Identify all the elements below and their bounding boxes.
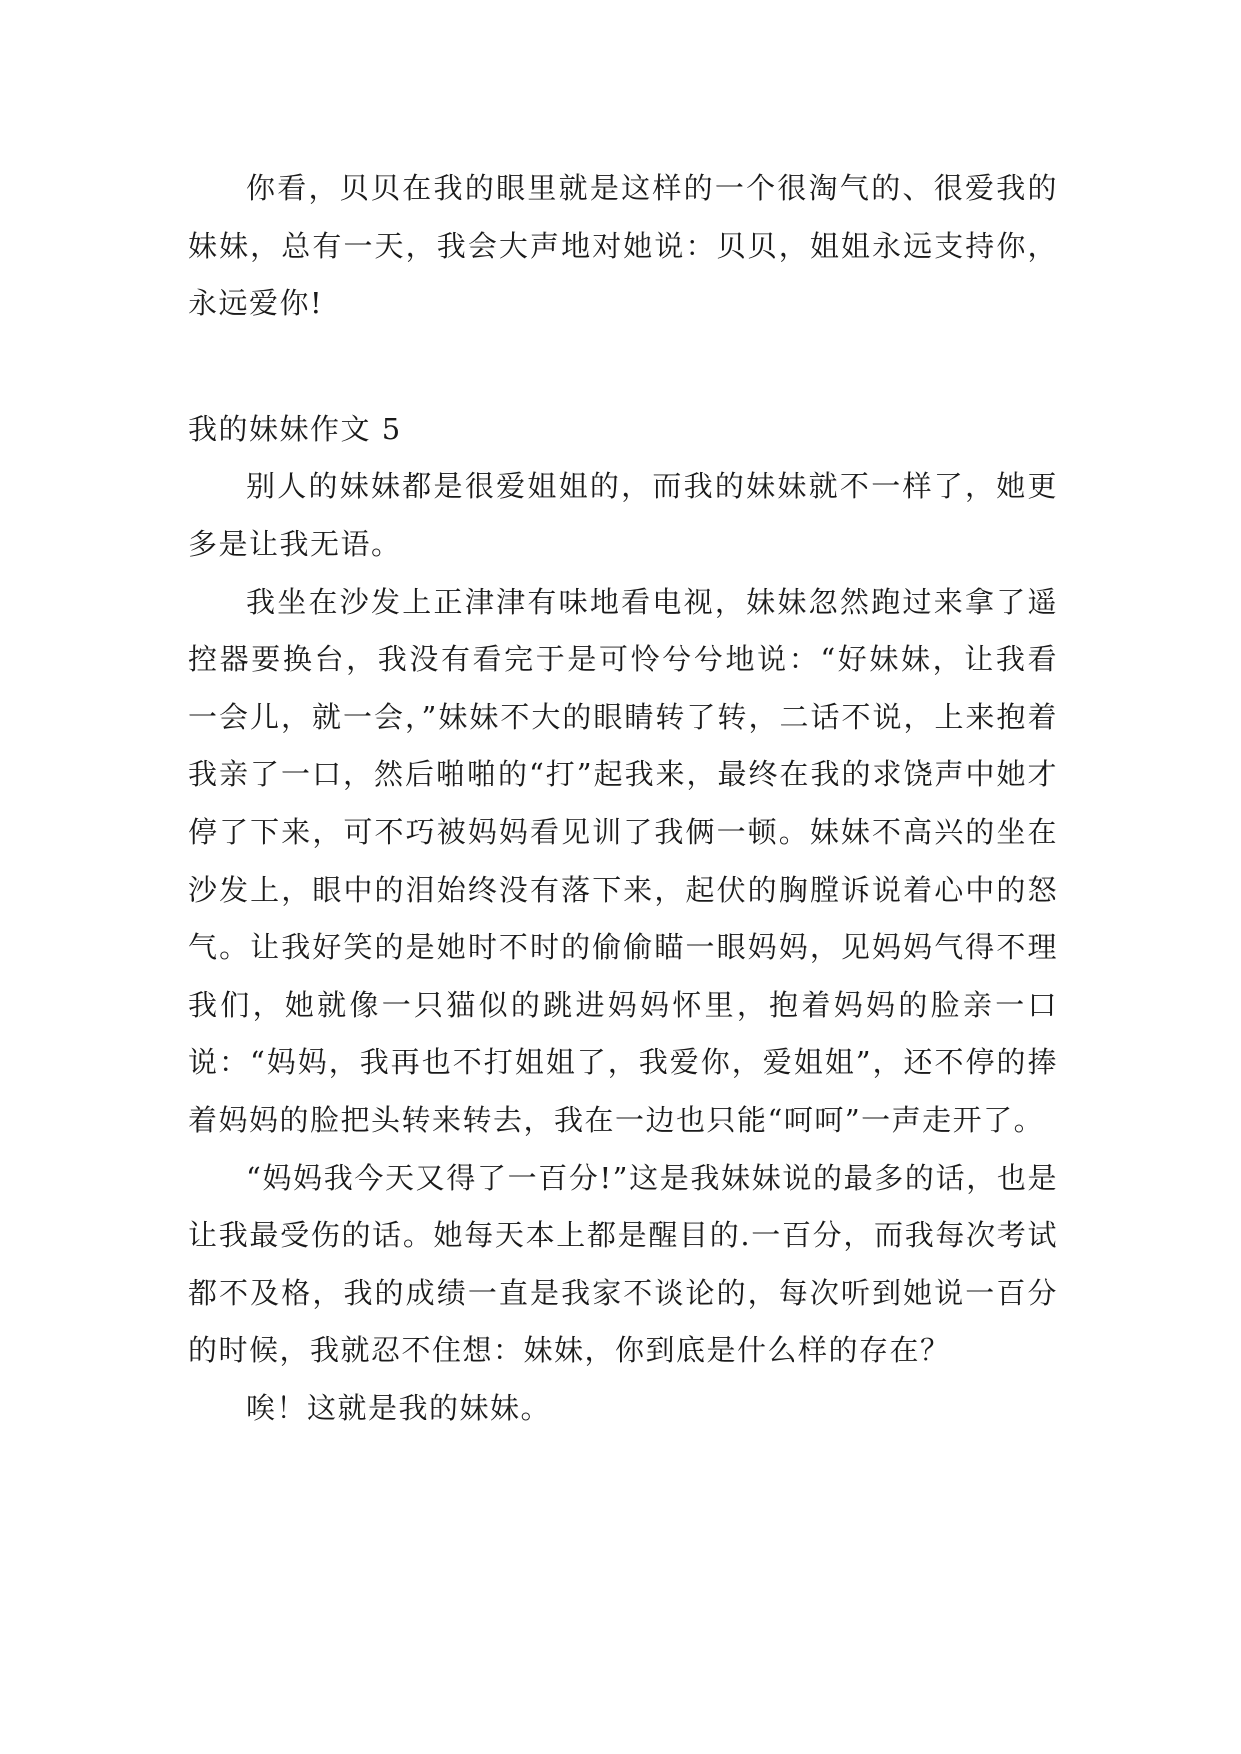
- section-spacer: [188, 333, 1058, 401]
- intro-paragraph: 你看，贝贝在我的眼里就是这样的一个很淘气的、很爱我的妹妹，总有一天，我会大声地对她说：贝贝，姐姐永远支持你，永远爱你!: [188, 171, 1058, 321]
- body-paragraph: 别人的妹妹都是很爱姐姐的，而我的妹妹就不一样了，她更多是让我无语。: [188, 469, 1058, 561]
- section-title: 我的妹妹作文 5: [188, 411, 402, 446]
- document-page: [188, 160, 1058, 1437]
- body-paragraph: 我坐在沙发上正津津有味地看电视，妹妹忽然跑过来拿了遥控器要换台，我没有看完于是可怜兮兮地说：“好妹妹，让我看一会儿，就一会，”妹妹不大的眼睛转了转，二话不说，上来抱着我亲了一口，然后啪啪的“打”起我来，最终在我的求饶声中她才停了下来，可不巧被妈妈看见训了我俩一顿。妹妹不高兴的坐在沙发上，眼中的泪始终没有落下来，起伏的胸膛诉说着心中的怒气。让我好笑的是她时不时的偷偷瞄一眼妈妈，见妈妈气得不理我们，她就像一只猫似的跳进妈妈怀里，抱着妈妈的脸亲一口说：“妈妈，我再也不打姐姐了，我爱你，爱姐姐”，还不停的捧着妈妈的脸把头转来转去，我在一边也只能“呵呵”一声走开了。: [188, 584, 1058, 1137]
- body-paragraph: 唉！这就是我的妹妹。: [246, 1390, 552, 1425]
- body-paragraph: “妈妈我今天又得了一百分!”这是我妹妹说的最多的话，也是让我最受伤的话。她每天本上都是醒目的.一百分，而我每次考试都不及格，我的成绩一直是我家不谈论的，每次听到她说一百分的时候，我就忍不住想：妹妹，你到底是什么样的存在？: [188, 1160, 1058, 1368]
